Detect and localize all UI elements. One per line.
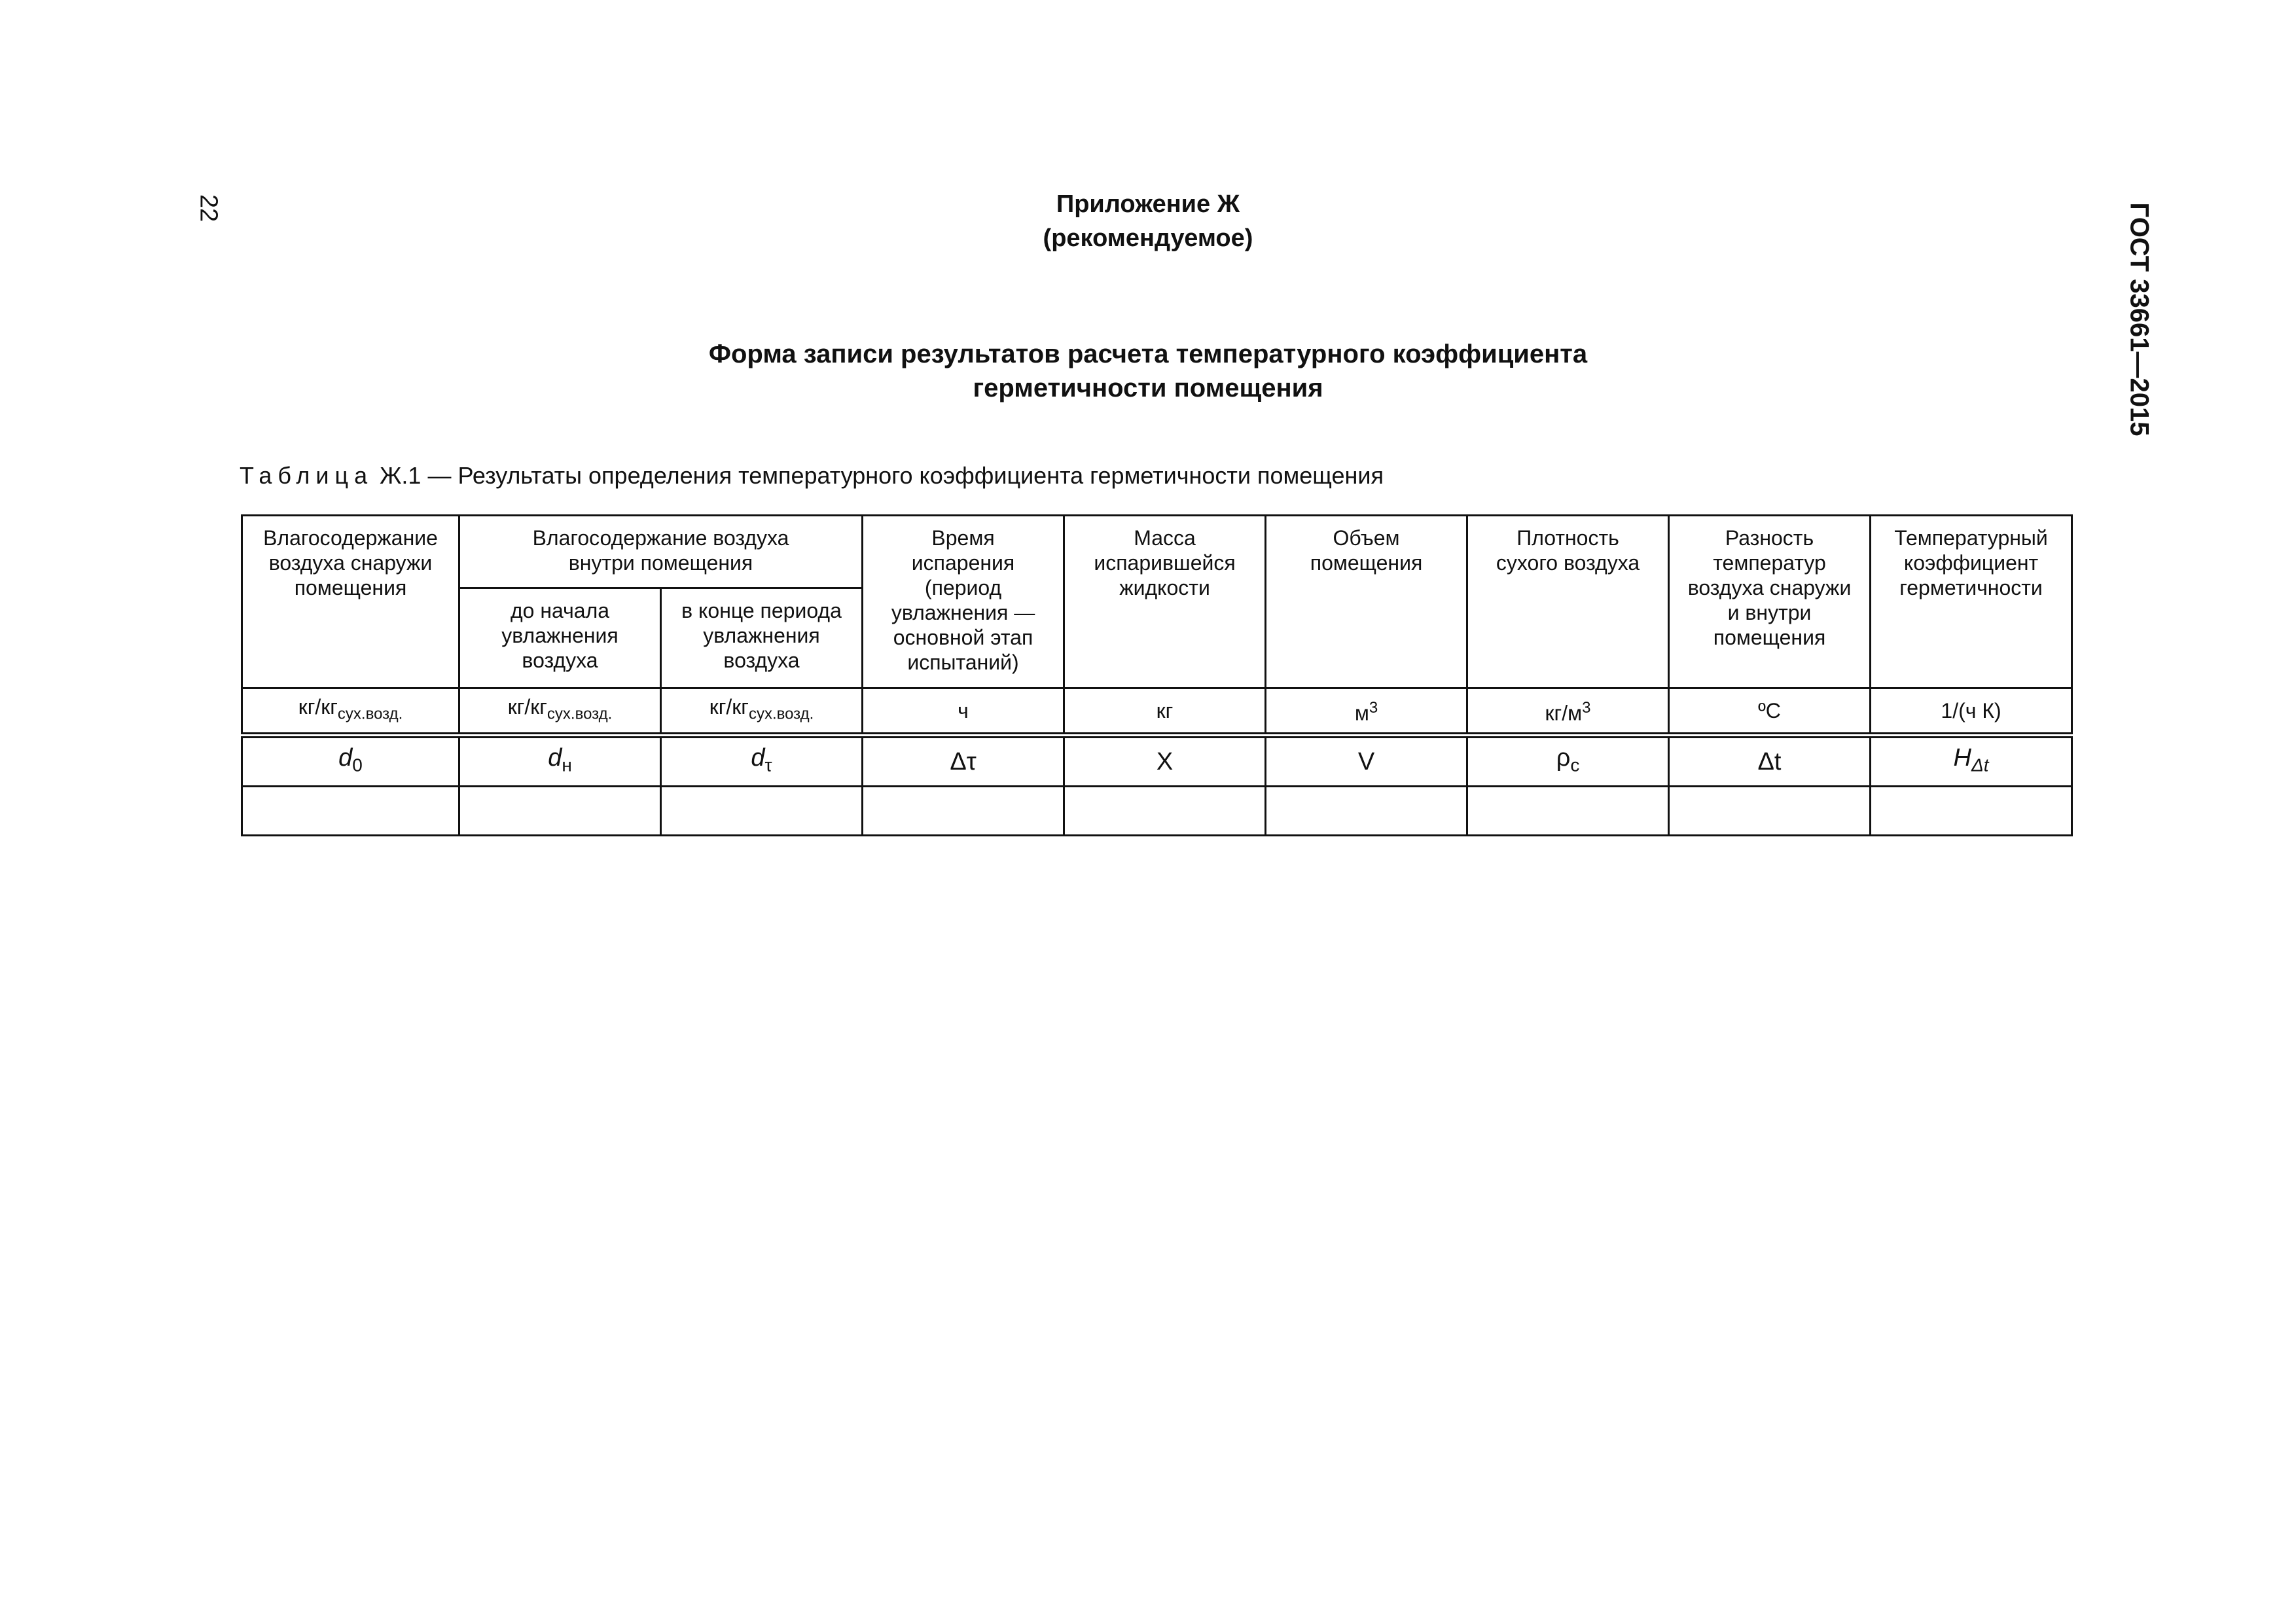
unit-main: кг/кг: [507, 695, 547, 719]
symbol-cell: [1266, 736, 1467, 787]
appendix-title: Приложение Ж: [1056, 190, 1240, 218]
header-inside-moisture-group: [459, 516, 863, 588]
header-text-line: внутри помещения: [568, 551, 753, 575]
symbol-main: X: [1156, 748, 1174, 776]
symbol-main: V: [1357, 748, 1375, 776]
empty-cell: [1266, 787, 1467, 836]
unit-main: кг/кг: [709, 695, 749, 719]
unit-cell: [1467, 688, 1669, 736]
symbol-cell: [661, 736, 863, 787]
empty-cell: [1669, 787, 1871, 836]
header-evaporated-mass: [1064, 516, 1266, 688]
header-text-line: жидкости: [1119, 576, 1210, 599]
unit-superscript: 3: [1369, 699, 1378, 717]
symbol-cell: [863, 736, 1064, 787]
header-text-line: и внутри: [1727, 601, 1812, 624]
header-text-line: Объем: [1333, 526, 1400, 550]
header-text-line: Температурный: [1894, 526, 2048, 550]
appendix-heading: [0, 187, 2296, 255]
header-dry-air-density: [1467, 516, 1669, 688]
unit-main: 1/(ч К): [1941, 699, 2001, 722]
header-row-1: [242, 516, 2072, 588]
header-text-line: испытаний): [907, 651, 1019, 674]
header-text-line: воздуха: [723, 649, 800, 672]
appendix-status: (рекомендуемое): [1043, 224, 1253, 252]
header-text-line: увлажнения: [501, 624, 619, 647]
header-text-line: основной этап: [893, 626, 1033, 649]
symbol-main: H: [1953, 744, 1971, 772]
symbol-main: ρ: [1556, 744, 1571, 772]
unit-main: кг/м: [1545, 701, 1583, 725]
unit-subscript: сух.возд.: [748, 705, 814, 723]
symbol-main: Δτ: [950, 748, 977, 776]
unit-main: м: [1354, 701, 1369, 725]
symbol-cell: [459, 736, 661, 787]
header-text-line: помещения: [1713, 626, 1826, 649]
unit-cell: [1064, 688, 1266, 736]
empty-cell: [242, 787, 459, 836]
symbol-subscript: н: [562, 755, 572, 776]
table-caption: [240, 462, 1384, 490]
header-text-line: коэффициент: [1903, 551, 2039, 575]
header-text-line: до начала: [510, 599, 610, 622]
header-before-humidification: [459, 588, 661, 688]
unit-subscript: сух.возд.: [337, 705, 403, 723]
symbol-subscript: τ: [764, 755, 772, 776]
header-text-line: герметичности: [1899, 576, 2043, 599]
symbol-subscript: 0: [352, 755, 363, 776]
form-title-line-2: герметичности помещения: [973, 374, 1323, 402]
empty-cell: [863, 787, 1064, 836]
unit-cell: [863, 688, 1064, 736]
header-text-line: сухого воздуха: [1496, 551, 1640, 575]
header-text-line: помещения: [1310, 551, 1423, 575]
units-row: [242, 688, 2072, 736]
header-text-line: воздуха снаружи: [268, 551, 433, 575]
header-temperature-coefficient: [1871, 516, 2072, 688]
header-text-line: Влагосодержание воздуха: [532, 526, 789, 550]
unit-main: кг/кг: [298, 695, 338, 719]
symbol-cell: [1064, 736, 1266, 787]
empty-cell: [1064, 787, 1266, 836]
unit-cell: [459, 688, 661, 736]
document-code: ГОСТ 33661—2015: [2125, 202, 2154, 437]
header-text-line: Влагосодержание: [263, 526, 438, 550]
table-caption-text: Ж.1 — Результаты определения температурного коэффициента герметичности помещения: [380, 462, 1384, 489]
header-text-line: помещения: [294, 576, 407, 599]
unit-main: кг: [1156, 699, 1174, 722]
unit-main: ºС: [1758, 699, 1781, 722]
header-room-volume: [1266, 516, 1467, 688]
symbol-cell: [1871, 736, 2072, 787]
unit-cell: [1871, 688, 2072, 736]
header-text-line: Время: [931, 526, 995, 550]
symbol-cell: [1669, 736, 1871, 787]
empty-data-row: [242, 787, 2072, 836]
symbol-main: Δt: [1757, 748, 1782, 776]
empty-cell: [1871, 787, 2072, 836]
empty-cell: [1467, 787, 1669, 836]
header-end-humidification: [661, 588, 863, 688]
symbols-row: [242, 736, 2072, 787]
empty-cell: [459, 787, 661, 836]
unit-main: ч: [958, 699, 969, 722]
header-text-line: воздуха: [522, 649, 598, 672]
unit-cell: [242, 688, 459, 736]
header-text-line: в конце периода: [681, 599, 842, 622]
form-title-line-1: Форма записи результатов расчета температурного коэффициента: [708, 340, 1588, 368]
symbol-cell: [1467, 736, 1669, 787]
unit-superscript: 3: [1582, 699, 1591, 717]
symbol-main: d: [751, 744, 765, 772]
header-text-line: воздуха снаружи: [1687, 576, 1852, 599]
header-outside-moisture: [242, 516, 459, 688]
header-text-line: Масса: [1134, 526, 1196, 550]
header-evaporation-time: [863, 516, 1064, 688]
header-text-line: испарившейся: [1094, 551, 1236, 575]
header-text-line: Разность: [1725, 526, 1814, 550]
header-text-line: увлажнения —: [891, 601, 1035, 624]
unit-subscript: сух.возд.: [547, 705, 613, 723]
unit-cell: [1266, 688, 1467, 736]
symbol-main: d: [338, 744, 353, 772]
unit-cell: [661, 688, 863, 736]
form-title: [0, 337, 2296, 405]
header-text-line: увлажнения: [703, 624, 820, 647]
header-text-line: Плотность: [1516, 526, 1619, 550]
symbol-cell: [242, 736, 459, 787]
symbol-subscript: с: [1570, 755, 1580, 776]
symbol-subscript: Δt: [1971, 755, 1989, 776]
header-text-line: испарения: [911, 551, 1015, 575]
unit-cell: [1669, 688, 1871, 736]
results-table: [241, 514, 2073, 836]
empty-cell: [661, 787, 863, 836]
page-number: 22: [194, 194, 223, 223]
symbol-main: d: [548, 744, 562, 772]
header-temperature-difference: [1669, 516, 1871, 688]
table-caption-prefix: Таблица: [240, 462, 374, 489]
header-text-line: (период: [924, 576, 1002, 599]
header-text-line: температур: [1713, 551, 1826, 575]
